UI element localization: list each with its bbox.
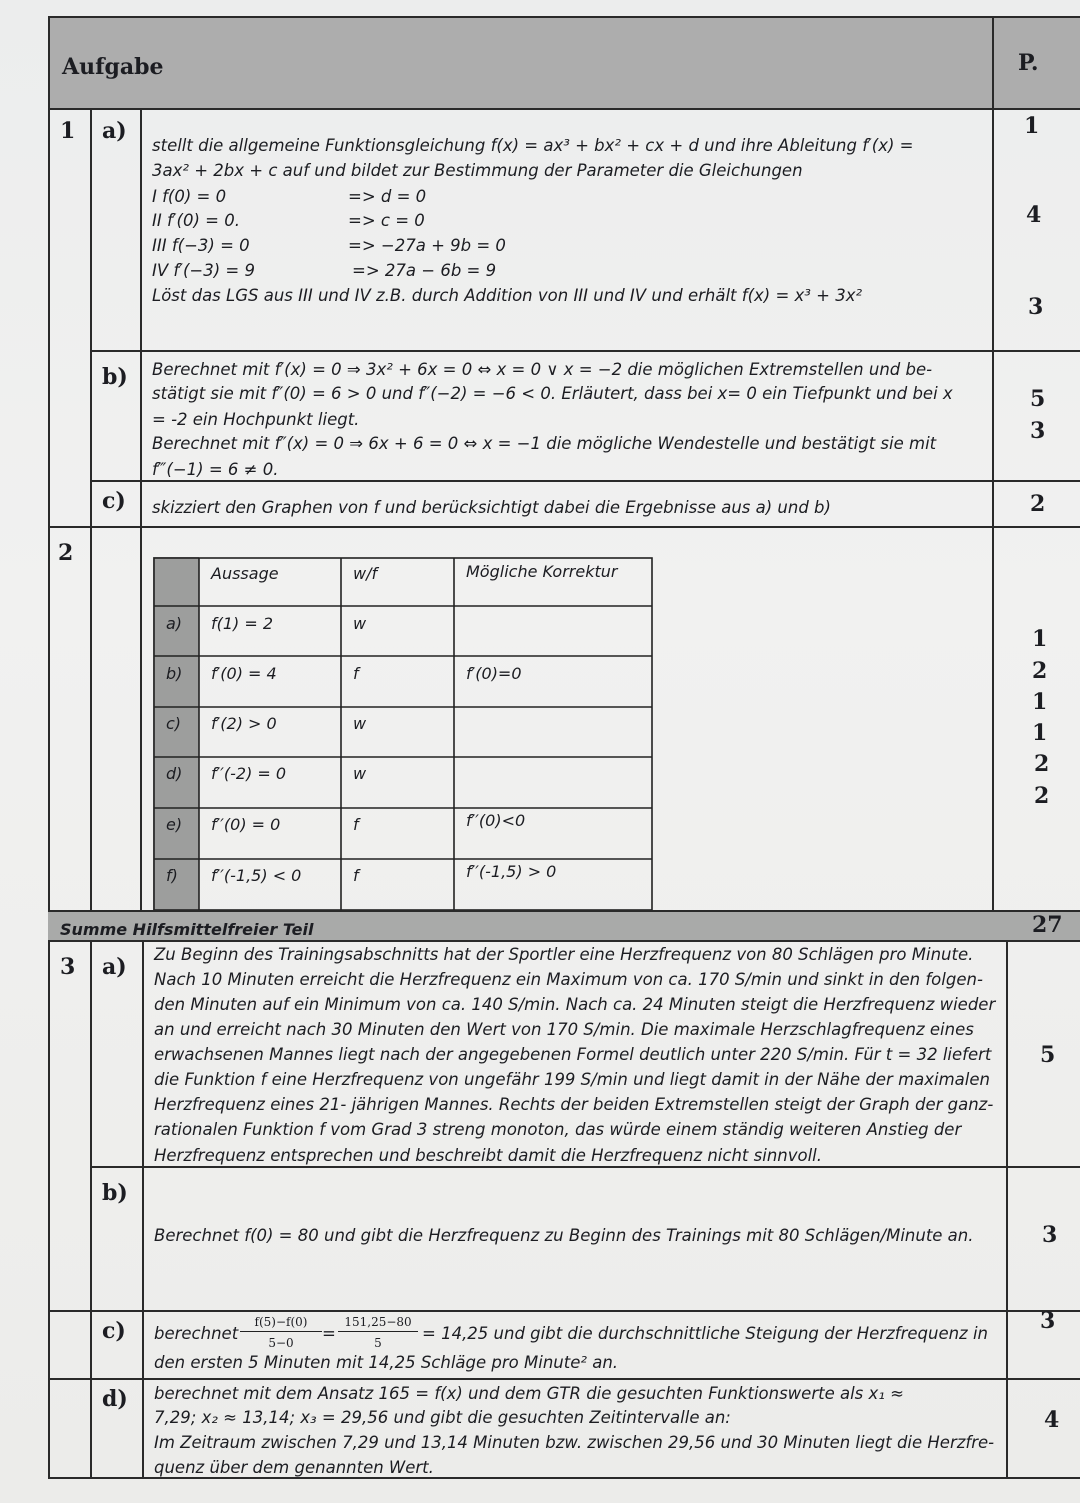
grid-line bbox=[48, 16, 50, 1478]
task-1b-line3: = -2 ein Hochpunkt liegt. bbox=[152, 410, 360, 429]
task-1a-points-1: 1 bbox=[1024, 113, 1040, 139]
grid-line bbox=[48, 1477, 1080, 1479]
task-1-number: 1 bbox=[60, 118, 76, 144]
statement-table bbox=[153, 557, 655, 911]
task-3b-label: b) bbox=[102, 1180, 128, 1206]
task-1a-line2: 3ax² + 2bx + c auf und bildet zur Bestimmung der Parameter die Gleichungen bbox=[152, 161, 803, 180]
header-title: Aufgabe bbox=[62, 54, 164, 80]
grid-line bbox=[90, 1166, 1080, 1168]
task-3a-line: erwachsenen Mannes liegt nach der angegebenen Formel deutlich unter 220 S/min. Für t = 32 liefert bbox=[154, 1045, 992, 1064]
table-row-label: f) bbox=[166, 866, 178, 885]
task-2-points: 1 bbox=[1032, 626, 1048, 652]
table-header-aussage: Aussage bbox=[211, 564, 279, 583]
task-3a-line: Nach 10 Minuten erreicht die Herzfrequenz ein Maximum von ca. 170 S/min und sinkt in den folgen- bbox=[154, 970, 983, 989]
table-row-label: a) bbox=[166, 614, 183, 633]
table-row-label: c) bbox=[166, 714, 182, 733]
task-1a-eq4-right: => 27a − 6b = 9 bbox=[352, 261, 497, 280]
task-3c-line2: den ersten 5 Minuten mit 14,25 Schläge pro Minute² an. bbox=[154, 1353, 619, 1372]
task-1a-eq1-left: I f(0) = 0 bbox=[152, 187, 227, 206]
task-3a-points: 5 bbox=[1040, 1042, 1056, 1068]
grid-line bbox=[90, 350, 1080, 352]
table-row-label: b) bbox=[166, 664, 183, 683]
grid-line bbox=[48, 940, 1080, 942]
task-3c-points: 3 bbox=[1040, 1308, 1056, 1334]
task-3a-label: a) bbox=[102, 954, 127, 980]
task-3c-frac2-den: 5 bbox=[374, 1336, 382, 1350]
task-1a-eq2-left: II f′(0) = 0. bbox=[152, 211, 240, 230]
task-3c-post: = 14,25 und gibt die durchschnittliche Steigung der Herzfrequenz in bbox=[422, 1324, 989, 1343]
header-points-column: P. bbox=[1018, 50, 1039, 76]
task-1b-line2: stätigt sie mit f″(0) = 6 > 0 und f″(−2) = −6 < 0. Erläutert, dass bei x= 0 ein Tiefpunkt und bei x bbox=[152, 384, 953, 403]
task-3b-text: Berechnet f(0) = 80 und gibt die Herzfrequenz zu Beginn des Trainings mit 80 Schlägen/Minute an. bbox=[154, 1226, 974, 1245]
task-3a-line: die Funktion f eine Herzfrequenz von ungefähr 199 S/min und liegt damit in der Nähe der maximalen bbox=[154, 1070, 990, 1089]
task-1b-line4: Berechnet mit f″(x) = 0 ⇒ 6x + 6 = 0 ⇔ x = −1 die mögliche Wendestelle und bestätigt sie mit bbox=[152, 434, 937, 453]
task-1a-eq4-left: IV f′(−3) = 9 bbox=[152, 261, 255, 280]
grid-line bbox=[48, 1378, 1080, 1380]
task-3a-line: an und erreicht nach 30 Minuten den Wert von 170 S/min. Die maximale Herzschlagfrequenz eines bbox=[154, 1020, 974, 1039]
task-1a-points-3: 3 bbox=[1028, 294, 1044, 320]
task-3c-frac1-num: f(5)−f(0) bbox=[254, 1315, 308, 1329]
task-3a-line: rationalen Funktion f vom Grad 3 streng monoton, das würde einem ständig weiteren Anstieg der bbox=[154, 1120, 962, 1139]
table-cell-aussage: f′′(0) = 0 bbox=[211, 815, 281, 834]
table-row-label: d) bbox=[166, 764, 183, 783]
task-2-points: 1 bbox=[1032, 689, 1048, 715]
table-row-label: e) bbox=[166, 815, 183, 834]
task-1a-eq2-right: => c = 0 bbox=[348, 211, 425, 230]
table-cell-wf: f bbox=[353, 664, 359, 683]
table-cell-korrektur: f′(0)=0 bbox=[466, 664, 522, 683]
task-1b-label: b) bbox=[102, 364, 128, 390]
grid-line bbox=[1006, 940, 1008, 1478]
task-2-points: 2 bbox=[1032, 658, 1048, 684]
grid-line bbox=[90, 940, 92, 1478]
table-grid bbox=[153, 557, 655, 911]
table-header-korrektur: Mögliche Korrektur bbox=[466, 562, 618, 581]
grid-line bbox=[48, 16, 1080, 18]
task-3d-line1: berechnet mit dem Ansatz 165 = f(x) und dem GTR die gesuchten Funktionswerte als x₁ ≈ bbox=[154, 1384, 904, 1403]
task-1c-points: 2 bbox=[1030, 491, 1046, 517]
task-1a-line-last: Löst das LGS aus III und IV z.B. durch Addition von III und IV und erhält f(x) = x³ + 3x² bbox=[152, 286, 863, 305]
task-2-points: 2 bbox=[1034, 783, 1050, 809]
equals-sign: = bbox=[322, 1324, 336, 1343]
sum-label: Summe Hilfsmittelfreier Teil bbox=[60, 920, 314, 939]
table-cell-aussage: f′(0) = 4 bbox=[211, 664, 277, 683]
task-3d-line2: 7,29; x₂ ≈ 13,14; x₃ = 29,56 und gibt die gesuchten Zeitintervalle an: bbox=[154, 1408, 731, 1427]
table-cell-wf: f bbox=[353, 866, 359, 885]
task-1a-line1: stellt die allgemeine Funktionsgleichung f(x) = ax³ + bx² + cx + d und ihre Ableitung f′(x) = bbox=[152, 136, 914, 155]
task-2-points: 2 bbox=[1034, 751, 1050, 777]
table-cell-aussage: f(1) = 2 bbox=[211, 614, 274, 633]
task-1b-line1: Berechnet mit f′(x) = 0 ⇒ 3x² + 6x = 0 ⇔ x = 0 ∨ x = −2 die möglichen Extremstellen und be- bbox=[152, 360, 933, 379]
grid-line bbox=[48, 526, 1080, 528]
task-1c-label: c) bbox=[102, 488, 126, 514]
table-cell-aussage: f′′(-2) = 0 bbox=[211, 764, 287, 783]
task-3d-line4: quenz über dem genannten Wert. bbox=[154, 1458, 434, 1477]
table-cell-korrektur: f′′(0)<0 bbox=[466, 811, 526, 830]
task-3a-line: Herzfrequenz eines 21- jährigen Mannes. Rechts der beiden Extremstellen steigt der Graph der ganz- bbox=[154, 1095, 994, 1114]
task-3d-points: 4 bbox=[1044, 1407, 1060, 1433]
task-1a-eq3-left: III f(−3) = 0 bbox=[152, 236, 250, 255]
header-band bbox=[48, 16, 1080, 108]
table-cell-aussage: f′′(-1,5) < 0 bbox=[211, 866, 302, 885]
grid-line bbox=[90, 108, 92, 526]
fraction-bar bbox=[240, 1331, 322, 1332]
grid-line bbox=[48, 1310, 1080, 1312]
table-cell-wf: w bbox=[353, 614, 367, 633]
sum-value: 27 bbox=[1032, 912, 1063, 938]
table-cell-wf: w bbox=[353, 714, 367, 733]
task-3a-line: Zu Beginn des Trainingsabschnitts hat der Sportler eine Herzfrequenz von 80 Schlägen pro Minute. bbox=[154, 945, 974, 964]
task-1a-points-2: 4 bbox=[1026, 202, 1042, 228]
task-1b-points-1: 5 bbox=[1030, 386, 1046, 412]
table-cell-korrektur: f′′(-1,5) > 0 bbox=[466, 862, 557, 881]
table-cell-wf: w bbox=[353, 764, 367, 783]
task-3a-line: den Minuten auf ein Minimum von ca. 140 S/min. Nach ca. 24 Minuten steigt die Herzfrequenz wieder bbox=[154, 995, 996, 1014]
task-3-number: 3 bbox=[60, 954, 76, 980]
task-3d-label: d) bbox=[102, 1386, 128, 1412]
fraction-bar bbox=[338, 1331, 418, 1332]
grid-line bbox=[140, 526, 142, 910]
task-3c-frac2-num: 151,25−80 bbox=[344, 1315, 412, 1329]
grid-line bbox=[90, 526, 92, 910]
task-3b-points: 3 bbox=[1042, 1222, 1058, 1248]
task-3c-frac1-den: 5−0 bbox=[268, 1336, 294, 1350]
task-1a-label: a) bbox=[102, 118, 127, 144]
grid-line bbox=[48, 910, 1080, 912]
grid-line bbox=[992, 16, 994, 910]
task-1c-text: skizziert den Graphen von f und berücksichtigt dabei die Ergebnisse aus a) und b) bbox=[152, 498, 831, 517]
task-3d-line3: Im Zeitraum zwischen 7,29 und 13,14 Minuten bzw. zwischen 29,56 und 30 Minuten liegt die Herzfre- bbox=[154, 1433, 995, 1452]
grid-line bbox=[90, 480, 1080, 482]
task-1b-points-2: 3 bbox=[1030, 418, 1046, 444]
task-3c-pre: berechnet bbox=[154, 1324, 239, 1343]
task-1a-eq3-right: => −27a + 9b = 0 bbox=[348, 236, 506, 255]
task-2-number: 2 bbox=[58, 540, 74, 566]
task-1a-eq1-right: => d = 0 bbox=[348, 187, 427, 206]
grid-line bbox=[140, 108, 142, 526]
grid-line bbox=[142, 940, 144, 1478]
task-1b-line5: f‴(−1) = 6 ≠ 0. bbox=[152, 460, 279, 479]
table-cell-wf: f bbox=[353, 815, 359, 834]
task-3c-label: c) bbox=[102, 1318, 126, 1344]
task-2-points: 1 bbox=[1032, 720, 1048, 746]
table-cell-aussage: f′(2) > 0 bbox=[211, 714, 277, 733]
table-header-wf: w/f bbox=[353, 564, 378, 583]
task-3a-line: Herzfrequenz entsprechen und beschreibt damit die Herzfrequenz nicht sinnvoll. bbox=[154, 1146, 823, 1165]
grid-line bbox=[48, 108, 1080, 110]
